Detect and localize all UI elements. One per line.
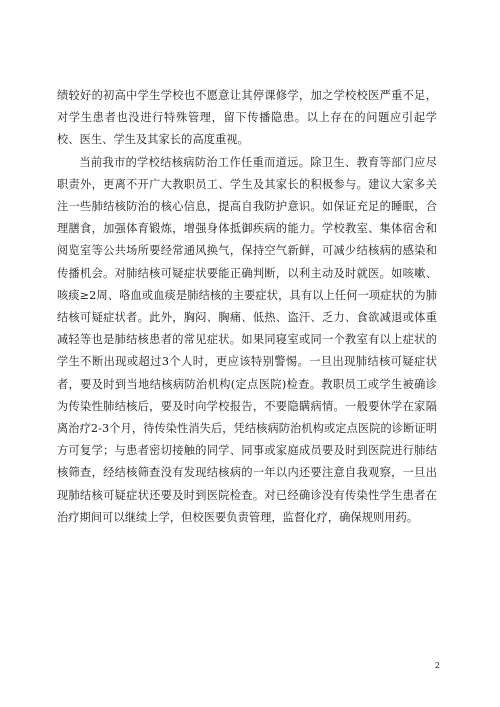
page-number: 2 <box>434 661 440 670</box>
paragraph-continued: 绩较好的初高中学生学校也不愿意让其停课修学，加之学校校医严重不足，对学生患者也没进行特殊管理，留下传播隐患。以上存在的问题应引起学校、医生、学生及其家长的高度重视。 <box>57 89 437 147</box>
body-text <box>57 85 437 529</box>
paragraph-prevention: 当前我市的学校结核病防治工作任重而道远。除卫生、教育等部门应尽职责外，更离不开广大教职员工、学生及其家长的积极参与。建议大家多关注一些肺结核防治的核心信息，提高自我防护意识。如保证充足的睡眠，合理膳食，加强体育锻炼，增强身体抵御疾病的能力。学校教室、集体宿舍和阅览室等公共场所要经常通风换气，保持空气新鲜，可减少结核病的感染和传播机会。对肺结核可疑症状要能正确判断，以利主动及时就医。如咳嗽、咳痰≥2周、咯血或血痰是肺结核的主要症状，具有以上任何一项症状的为肺结核可疑症状者。此外，胸闷、胸痛、低热、盗汗、乏力、食欲减退或体重减轻等也是肺结核患者的常见症状。如果同寝室或同一个教室有以上症状的学生不断出现或超过3个人时，更应该特别警惕。一旦出现肺结核可疑症状者，要及时到当地结核病防治机构(定点医院)检查。教职员工或学生被确诊为传染性肺结核后，要及时向学校报告，不要隐瞒病情。一般要休学在家隔离治疗2-3个月，待传染性消失后，凭结核病防治机构或定点医院的诊断证明方可复学；与患者密切接触的同学、同事或家庭成员要及时到医院进行肺结核筛查，经结核筛查没有发现结核病的一年以内还要注意自我观察，一旦出现肺结核可疑症状还要及时到医院检查。对已经确诊没有传染性学生患者在治疗期间可以继续上学，但校医要负责管理，监督化疗，确保规则用药。 <box>57 155 437 524</box>
